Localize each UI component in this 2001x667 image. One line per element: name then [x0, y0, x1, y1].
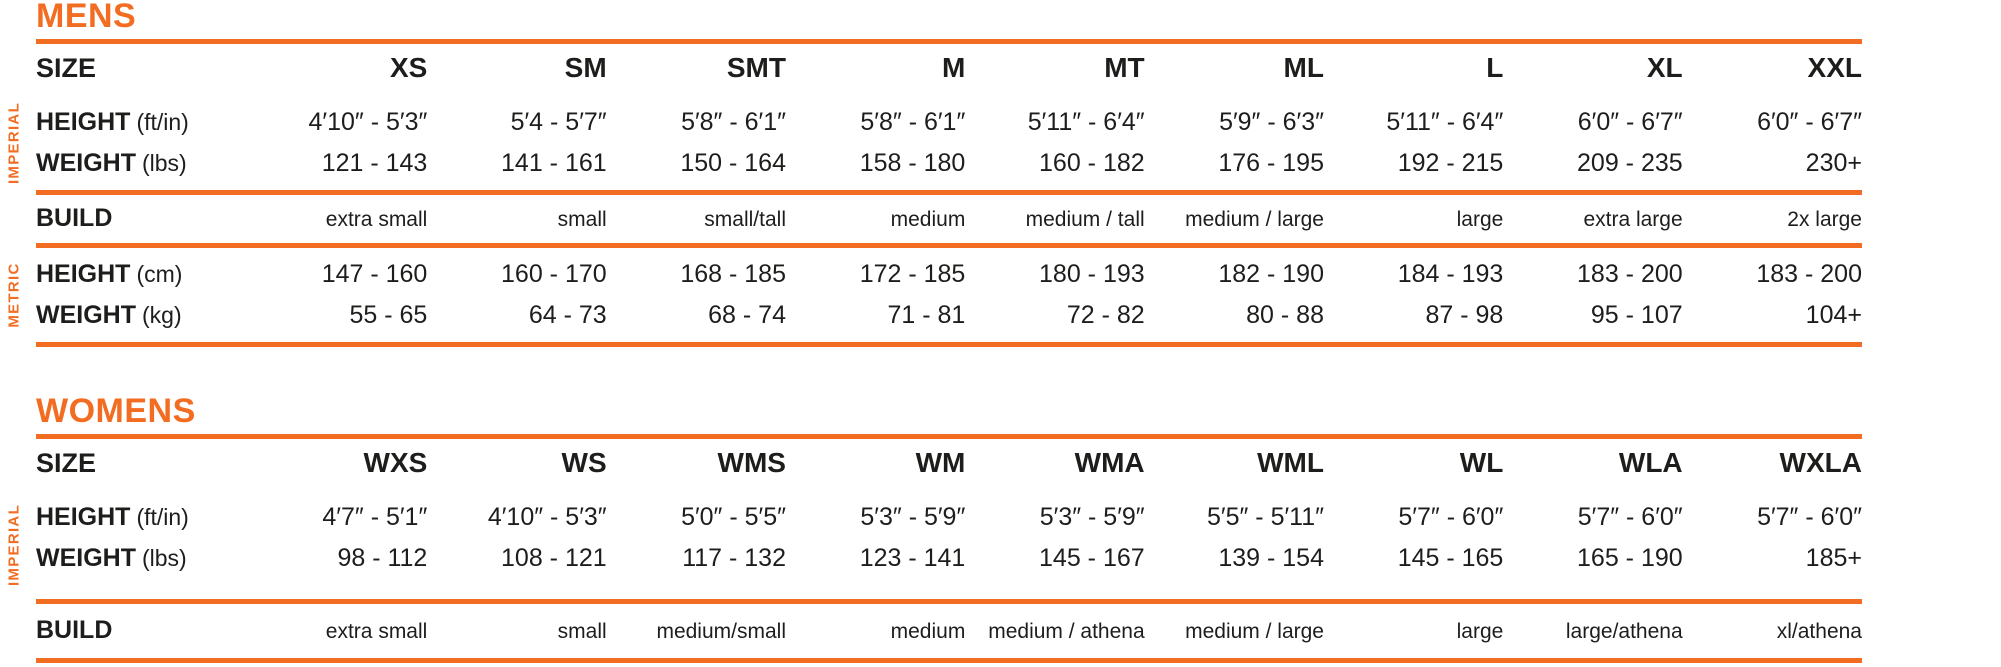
- cell: 139 - 154: [1218, 544, 1324, 572]
- womens-section: [5, 392, 1862, 663]
- cell: medium: [890, 620, 966, 643]
- mens-metric-group: [5, 248, 1862, 342]
- size-col-xs: XS: [389, 52, 428, 83]
- cell: large/athena: [1565, 620, 1683, 643]
- cell: 5′8″ - 6′1″: [860, 108, 966, 136]
- cell: large: [1456, 208, 1504, 231]
- size-col-xl: XL: [1646, 52, 1683, 83]
- cell: medium/small: [656, 620, 786, 643]
- size-col-m: M: [942, 52, 966, 83]
- cell: small: [557, 208, 607, 231]
- womens-weight-imperial-row: [36, 538, 1862, 579]
- cell: 5′11″ - 6′4″: [1027, 108, 1145, 136]
- cell: medium / tall: [1025, 208, 1145, 231]
- cell: 87 - 98: [1425, 301, 1504, 329]
- cell: 117 - 132: [682, 544, 786, 572]
- row-label: WEIGHT (lbs): [36, 544, 187, 572]
- size-col-smt: SMT: [726, 52, 786, 83]
- cell: 5′3″ - 5′9″: [860, 503, 966, 531]
- cell: 95 - 107: [1590, 301, 1683, 329]
- cell: 4′10″ - 5′3″: [308, 108, 428, 136]
- mens-imperial-group: [5, 96, 1862, 190]
- cell: 184 - 193: [1397, 260, 1504, 288]
- cell: 147 - 160: [321, 260, 428, 288]
- size-col-wla: WLA: [1618, 447, 1683, 478]
- cell: 5′7″ - 6′0″: [1398, 503, 1504, 531]
- cell: 4′10″ - 5′3″: [487, 503, 607, 531]
- mens-height-metric-row: [36, 254, 1862, 295]
- metric-side-label: METRIC: [5, 262, 23, 328]
- size-col-wml: WML: [1257, 447, 1324, 478]
- cell: 5′4 - 5′7″: [510, 108, 607, 136]
- womens-imperial-group: [5, 491, 1862, 599]
- cell: medium / athena: [988, 620, 1145, 643]
- cell: 183 - 200: [1756, 260, 1862, 288]
- mens-weight-imperial-row: [36, 143, 1862, 184]
- cell: small/tall: [704, 208, 786, 231]
- row-label: BUILD: [36, 204, 113, 232]
- cell: 80 - 88: [1246, 301, 1324, 329]
- cell: 172 - 185: [859, 260, 966, 288]
- divider: [36, 658, 1862, 663]
- cell: medium / large: [1185, 208, 1324, 231]
- row-label: WEIGHT (lbs): [36, 149, 187, 177]
- cell: 104+: [1805, 301, 1862, 329]
- mens-build-row: [36, 195, 1862, 243]
- size-col-sm: SM: [564, 52, 607, 83]
- row-label: WEIGHT (kg): [36, 301, 182, 329]
- cell: small: [557, 620, 607, 643]
- cell: extra small: [325, 208, 428, 231]
- cell: 5′8″ - 6′1″: [681, 108, 786, 136]
- cell: 209 - 235: [1577, 149, 1683, 177]
- cell: 108 - 121: [501, 544, 607, 572]
- cell: 176 - 195: [1218, 149, 1324, 177]
- cell: 185+: [1805, 544, 1862, 572]
- cell: 68 - 74: [708, 301, 786, 329]
- cell: 5′11″ - 6′4″: [1386, 108, 1504, 136]
- row-label: HEIGHT (ft/in): [36, 503, 189, 531]
- cell: 71 - 81: [887, 301, 966, 329]
- imperial-side-label: IMPERIAL: [5, 101, 23, 185]
- mens-height-imperial-row: [36, 102, 1862, 143]
- divider: [36, 342, 1862, 347]
- cell: 158 - 180: [859, 149, 966, 177]
- womens-build-row: [36, 604, 1862, 658]
- cell: 72 - 82: [1066, 301, 1145, 329]
- size-col-ml: ML: [1283, 52, 1324, 83]
- cell: 150 - 164: [680, 149, 786, 177]
- row-label: HEIGHT (ft/in): [36, 108, 189, 136]
- cell: 123 - 141: [859, 544, 966, 572]
- womens-title: WOMENS: [36, 392, 196, 430]
- cell: 98 - 112: [337, 544, 428, 572]
- size-col-wm: WM: [915, 447, 966, 478]
- cell: extra small: [325, 620, 428, 643]
- size-col-l: L: [1486, 52, 1504, 83]
- cell: xl/athena: [1776, 620, 1862, 643]
- size-col-ws: WS: [561, 447, 607, 478]
- cell: 183 - 200: [1577, 260, 1683, 288]
- cell: 6′0″ - 6′7″: [1577, 108, 1683, 136]
- womens-height-imperial-row: [36, 497, 1862, 538]
- cell: 160 - 170: [501, 260, 607, 288]
- cell: large: [1456, 620, 1504, 643]
- cell: 145 - 167: [1039, 544, 1145, 572]
- cell: 6′0″ - 6′7″: [1757, 108, 1862, 136]
- cell: 192 - 215: [1397, 149, 1504, 177]
- cell: 121 - 143: [321, 149, 428, 177]
- cell: 5′3″ - 5′9″: [1039, 503, 1145, 531]
- cell: 165 - 190: [1577, 544, 1683, 572]
- imperial-side-label: IMPERIAL: [5, 503, 23, 587]
- cell: 145 - 165: [1397, 544, 1504, 572]
- size-col-wxs: WXS: [363, 447, 428, 478]
- cell: 55 - 65: [349, 301, 428, 329]
- cell: 182 - 190: [1218, 260, 1324, 288]
- cell: medium: [890, 208, 966, 231]
- cell: extra large: [1583, 208, 1683, 231]
- mens-title: MENS: [36, 0, 137, 35]
- cell: 5′7″ - 6′0″: [1577, 503, 1683, 531]
- size-col-wms: WMS: [717, 447, 786, 478]
- cell: 64 - 73: [528, 301, 607, 329]
- size-col-mt: MT: [1104, 52, 1145, 83]
- size-col-wma: WMA: [1074, 447, 1145, 478]
- size-col-wl: WL: [1459, 447, 1504, 478]
- cell: 180 - 193: [1039, 260, 1145, 288]
- cell: 2x large: [1787, 208, 1862, 231]
- cell: 5′5″ - 5′11″: [1207, 503, 1324, 531]
- mens-weight-metric-row: [36, 295, 1862, 336]
- womens-size-header-row: [36, 439, 1862, 491]
- row-label: HEIGHT (cm): [36, 260, 183, 288]
- size-col-wxla: WXLA: [1779, 447, 1862, 478]
- size-col-xxl: XXL: [1807, 52, 1862, 83]
- cell: medium / large: [1185, 620, 1324, 643]
- size-label: SIZE: [36, 448, 97, 478]
- cell: 5′0″ - 5′5″: [681, 503, 786, 531]
- cell: 4′7″ - 5′1″: [322, 503, 428, 531]
- cell: 5′7″ - 6′0″: [1757, 503, 1862, 531]
- cell: 141 - 161: [501, 149, 607, 177]
- row-label: BUILD: [36, 616, 113, 644]
- mens-size-header-row: [36, 44, 1862, 96]
- cell: 160 - 182: [1039, 149, 1145, 177]
- cell: 230+: [1805, 149, 1862, 177]
- cell: 5′9″ - 6′3″: [1219, 108, 1324, 136]
- cell: 168 - 185: [680, 260, 786, 288]
- size-label: SIZE: [36, 53, 97, 83]
- mens-section: [5, 0, 1862, 347]
